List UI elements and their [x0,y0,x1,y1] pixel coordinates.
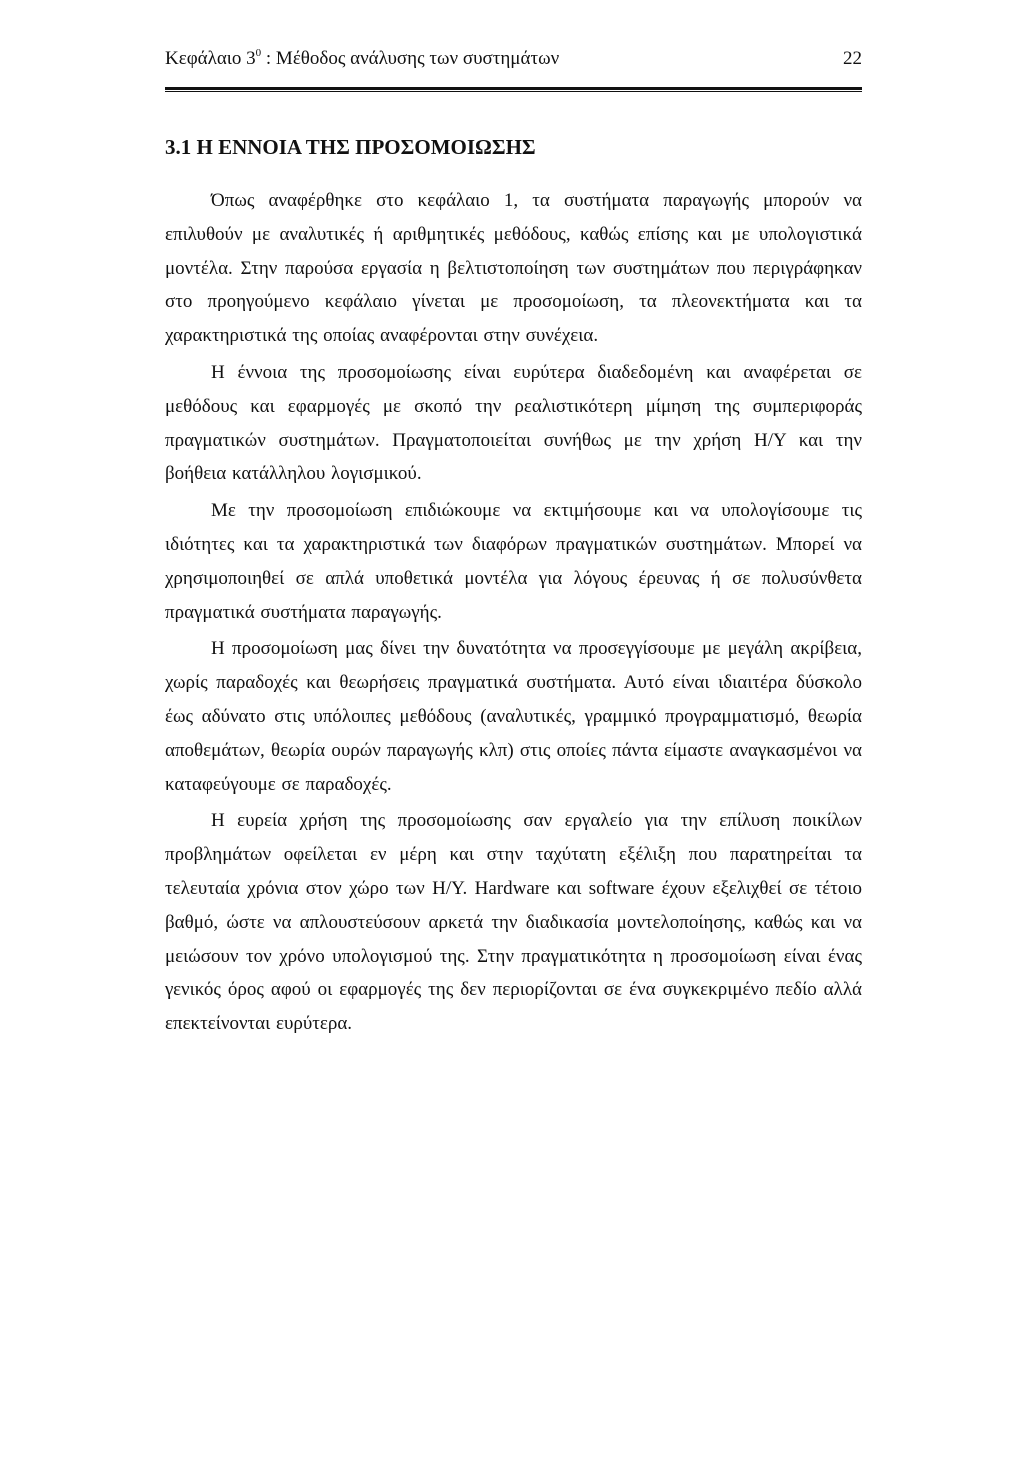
section-body [165,184,862,1044]
chapter-prefix: Κεφάλαιο 3 [165,48,256,69]
paragraph: Η έννοια της προσομοίωσης είναι ευρύτερα διαδεδομένη και αναφέρεται σε μεθόδους και εφαρμογές με σκοπό την ρεαλιστικότερη μίμηση της συμπεριφοράς πραγματικών συστημάτων. Πραγματοποιείται συνήθως με την χρήση Η/Υ και την βοήθεια κατάλληλου λογισμικού. [165,361,862,485]
document-page [165,0,862,1458]
page-number: 22 [843,48,862,69]
chapter-title [165,46,559,72]
header-divider [165,87,862,92]
paragraph: Όπως αναφέρθηκε στο κεφάλαιο 1, τα συστήματα παραγωγής μπορούν να επιλυθούν με αναλυτικές ή αριθμητικές μεθόδους, καθώς επίσης και με υπολογιστικά μοντέλα. Στην παρούσα εργασία η βελτιστοποίηση των συστημάτων που περιγράφηκαν στο προηγούμενο κεφάλαιο γίνεται με προσομοίωση, τα πλεονεκτήματα και τα χαρακτηριστικά της οποίας αναφέρονται στην συνέχεια. [165,190,862,347]
chapter-name: : Μέθοδος ανάλυσης των συστημάτων [261,48,560,69]
paragraph: Η προσομοίωση μας δίνει την δυνατότητα να προσεγγίσουμε με μεγάλη ακρίβεια, χωρίς παραδοχές και θεωρήσεις πραγματικά συστήματα. Αυτό είναι ιδιαιτέρα δύσκολο έως αδύνατο στις υπόλοιπες μεθόδους (αναλυτικές, γραμμικό προγραμματισμό, θεωρία αποθεμάτων, θεωρία ουρών παραγωγής κλπ) στις οποίες πάντα είμαστε αναγκασμένοι να καταφεύγουμε σε παραδοχές. [165,638,862,795]
running-header [165,46,862,72]
paragraph: Με την προσομοίωση επιδιώκουμε να εκτιμήσουμε και να υπολογίσουμε τις ιδιότητες και τα χαρακτηριστικά των διαφόρων πραγματικών συστημάτων. Μπορεί να χρησιμοποιηθεί σε απλά υποθετικά μοντέλα για λόγους έρευνας ή σε πολυσύνθετα πραγματικά συστήματα παραγωγής. [165,500,862,623]
chapter-superscript: 0 [255,47,262,59]
paragraph: Η ευρεία χρήση της προσομοίωσης σαν εργαλείο για την επίλυση ποικίλων προβλημάτων οφείλεται εν μέρη και στην ταχύτατη εξέλιξη που παρατηρείται τα τελευταία χρόνια στον χώρο των Η/Υ. Hardware και software έχουν εξελιχθεί σε τέτοιο βαθμό, ώστε να απλουστεύσουν αρκετά την διαδικασία μοντελοποίησης, καθώς και να μειώσουν τον χρόνο υπολογισμού της. Στην πραγματικότητα η προσομοίωση είναι ένας γενικός όρος αφού οι εφαρμογές της δεν περιορίζονται σε ένα συγκεκριμένο πεδίο αλλά επεκτείνονται ευρύτερα. [165,810,862,1035]
section-heading: 3.1 Η ΕΝΝΟΙΑ ΤΗΣ ΠΡΟΣΟΜΟΙΩΣΗΣ [165,135,536,159]
